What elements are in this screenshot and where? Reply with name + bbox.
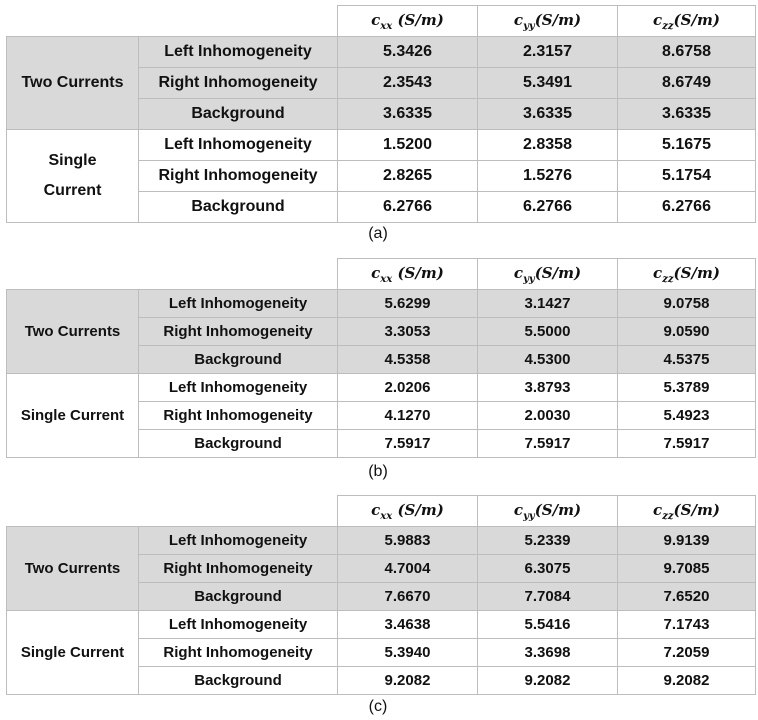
value-cell: 2.3543 xyxy=(338,68,478,99)
table-row xyxy=(7,527,756,555)
value-cell: 7.5917 xyxy=(618,430,756,458)
header-cyy: $c_{yy}(S/m)$ xyxy=(478,259,618,290)
value-cell: 5.3789 xyxy=(618,374,756,402)
value-cell: 4.5300 xyxy=(478,346,618,374)
header-cxx: $c_{xx}$ (S/m) xyxy=(338,6,478,37)
header-czz: $c_{zz}(S/m)$ xyxy=(618,6,756,37)
value-cell: 5.3940 xyxy=(338,639,478,667)
caption-a: (a) xyxy=(368,225,388,242)
value-cell: 7.7084 xyxy=(478,583,618,611)
header-cxx: $c_{xx}$ (S/m) xyxy=(338,496,478,527)
row-label: Left Inhomogeneity xyxy=(139,374,338,402)
value-cell: 9.7085 xyxy=(618,555,756,583)
value-cell: 3.6335 xyxy=(478,99,618,130)
row-label: Background xyxy=(139,99,338,130)
header-cxx: $c_{xx}$ (S/m) xyxy=(338,259,478,290)
value-cell: 5.1675 xyxy=(618,130,756,161)
table-a xyxy=(6,5,756,223)
row-label: Background xyxy=(139,192,338,223)
table-row xyxy=(7,130,756,161)
group-label: Two Currents xyxy=(7,290,139,374)
value-cell: 3.6335 xyxy=(618,99,756,130)
table-row xyxy=(7,374,756,402)
value-cell: 5.3491 xyxy=(478,68,618,99)
table-c xyxy=(6,495,756,695)
table-b xyxy=(6,258,756,458)
table-row xyxy=(7,611,756,639)
value-cell: 7.6520 xyxy=(618,583,756,611)
header-blank xyxy=(7,496,338,527)
value-cell: 4.5375 xyxy=(618,346,756,374)
value-cell: 9.2082 xyxy=(618,667,756,695)
row-label: Background xyxy=(139,667,338,695)
table-row xyxy=(7,37,756,68)
row-label: Left Inhomogeneity xyxy=(139,290,338,318)
value-cell: 7.5917 xyxy=(338,430,478,458)
caption-b: (b) xyxy=(368,463,388,480)
header-blank xyxy=(7,6,338,37)
row-label: Background xyxy=(139,346,338,374)
value-cell: 5.3426 xyxy=(338,37,478,68)
value-cell: 9.9139 xyxy=(618,527,756,555)
header-cyy: $c_{yy}(S/m)$ xyxy=(478,496,618,527)
value-cell: 5.1754 xyxy=(618,161,756,192)
header-czz: $c_{zz}(S/m)$ xyxy=(618,496,756,527)
value-cell: 1.5276 xyxy=(478,161,618,192)
value-cell: 5.4923 xyxy=(618,402,756,430)
row-label: Right Inhomogeneity xyxy=(139,68,338,99)
group-label: Two Currents xyxy=(7,527,139,611)
value-cell: 9.0758 xyxy=(618,290,756,318)
row-label: Left Inhomogeneity xyxy=(139,37,338,68)
header-czz: $c_{zz}(S/m)$ xyxy=(618,259,756,290)
group-label: Single Current xyxy=(7,130,139,223)
value-cell: 5.9883 xyxy=(338,527,478,555)
value-cell: 2.0206 xyxy=(338,374,478,402)
value-cell: 9.2082 xyxy=(478,667,618,695)
row-label: Left Inhomogeneity xyxy=(139,130,338,161)
row-label: Left Inhomogeneity xyxy=(139,611,338,639)
value-cell: 4.1270 xyxy=(338,402,478,430)
row-label: Background xyxy=(139,583,338,611)
value-cell: 5.2339 xyxy=(478,527,618,555)
value-cell: 7.2059 xyxy=(618,639,756,667)
value-cell: 1.5200 xyxy=(338,130,478,161)
header-blank xyxy=(7,259,338,290)
value-cell: 4.7004 xyxy=(338,555,478,583)
value-cell: 3.4638 xyxy=(338,611,478,639)
value-cell: 6.2766 xyxy=(618,192,756,223)
value-cell: 9.0590 xyxy=(618,318,756,346)
value-cell: 3.3053 xyxy=(338,318,478,346)
value-cell: 5.6299 xyxy=(338,290,478,318)
value-cell: 7.5917 xyxy=(478,430,618,458)
value-cell: 2.8358 xyxy=(478,130,618,161)
row-label: Background xyxy=(139,430,338,458)
table-row xyxy=(7,290,756,318)
row-label: Right Inhomogeneity xyxy=(139,555,338,583)
row-label: Right Inhomogeneity xyxy=(139,402,338,430)
value-cell: 3.3698 xyxy=(478,639,618,667)
header-cyy: $c_{yy}(S/m)$ xyxy=(478,6,618,37)
value-cell: 7.6670 xyxy=(338,583,478,611)
row-label: Right Inhomogeneity xyxy=(139,639,338,667)
group-label: Single Current xyxy=(7,611,139,695)
row-label: Left Inhomogeneity xyxy=(139,527,338,555)
value-cell: 2.8265 xyxy=(338,161,478,192)
value-cell: 3.6335 xyxy=(338,99,478,130)
value-cell: 5.5000 xyxy=(478,318,618,346)
value-cell: 3.8793 xyxy=(478,374,618,402)
value-cell: 6.2766 xyxy=(478,192,618,223)
value-cell: 2.0030 xyxy=(478,402,618,430)
value-cell: 7.1743 xyxy=(618,611,756,639)
value-cell: 6.3075 xyxy=(478,555,618,583)
value-cell: 9.2082 xyxy=(338,667,478,695)
caption-c: (c) xyxy=(368,698,388,715)
value-cell: 3.1427 xyxy=(478,290,618,318)
value-cell: 5.5416 xyxy=(478,611,618,639)
value-cell: 4.5358 xyxy=(338,346,478,374)
group-label: Single Current xyxy=(7,374,139,458)
row-label: Right Inhomogeneity xyxy=(139,161,338,192)
value-cell: 8.6758 xyxy=(618,37,756,68)
row-label: Right Inhomogeneity xyxy=(139,318,338,346)
value-cell: 2.3157 xyxy=(478,37,618,68)
value-cell: 6.2766 xyxy=(338,192,478,223)
value-cell: 8.6749 xyxy=(618,68,756,99)
group-label: Two Currents xyxy=(7,37,139,130)
